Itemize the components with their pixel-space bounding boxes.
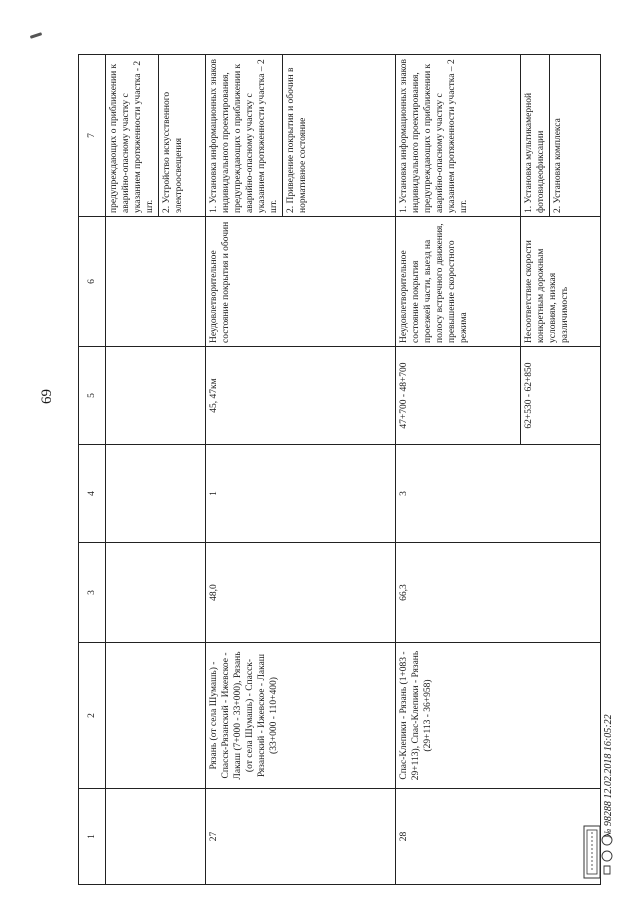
- measures-cell: [396, 55, 601, 217]
- measure-text: 2. Установка комплекса: [549, 55, 566, 216]
- row-number: 27: [206, 789, 396, 885]
- scan-mark: [30, 32, 42, 39]
- site-location: 45, 47км: [206, 347, 396, 445]
- table-row: [396, 55, 601, 885]
- col-header-6: 6: [79, 217, 106, 347]
- table-row: [206, 55, 396, 885]
- col-header-5: 5: [79, 347, 106, 445]
- document-registration-note: № 98288 12.02.2018 16:05:22: [603, 714, 614, 838]
- measures-cell: [206, 55, 396, 217]
- measure-text: 1. Установка информационных знаков индивидуального проектирования, предупреждающих о приближении к аварийно-опасному участку с указанием протяженности участка – 2 шт.: [209, 58, 279, 213]
- header-row: [79, 55, 106, 885]
- location-1: 47+700 - 48+700: [399, 362, 409, 429]
- measure-text: 2. Приведение покрытия и обочин в нормативное состояние: [282, 55, 309, 216]
- cell-empty: [106, 543, 206, 643]
- site-count: 1: [206, 445, 396, 543]
- col-header-2: 2: [79, 643, 106, 789]
- site-condition: [396, 217, 601, 347]
- road-length: 48,0: [206, 543, 396, 643]
- measure-text: 1. Установка информационных знаков индивидуального проектирования, предупреждающих о приближении к аварийно-опасному участку с указанием протяженности участка – 2 шт.: [399, 58, 469, 213]
- col-header-1: 1: [79, 789, 106, 885]
- cell-empty: [106, 643, 206, 789]
- page-number: 69: [39, 389, 55, 404]
- cell-empty: [106, 445, 206, 543]
- measure-text: предупреждающих о приближении к аварийно-опасному участку с указанием протяженности участка - 2 шт.: [109, 60, 155, 213]
- col-header-7: 7: [79, 55, 106, 217]
- road-name: Рязань (от села Шумашь) - Спасск-Рязанский - Ижевское - Лакаш (7+000 - 33+000), Рязань (от села Шумашь) - Спасск-Рязанский - Ижевское - Лакаш (33+000 - 110+400): [206, 643, 396, 789]
- col-header-3: 3: [79, 543, 106, 643]
- cell-empty: [106, 347, 206, 445]
- site-condition: Неудовлетворительное состояние покрытия и обочин: [206, 217, 396, 347]
- col-header-4: 4: [79, 445, 106, 543]
- row-number: 28: [396, 789, 601, 885]
- continuation-row: [106, 55, 206, 885]
- site-count: 3: [396, 445, 601, 543]
- condition-1: Неудовлетворительное состояние покрытия проезжей части, выезд на полосу встречного движения, превышение скоростного режима: [399, 223, 469, 343]
- road-length: 66,3: [396, 543, 601, 643]
- measure-text: 2. Устройство искусственного электроосвещения: [158, 55, 185, 216]
- cell-empty: [106, 217, 206, 347]
- condition-2: Несоответствие скорости конкретным дорожным условиям, низкая различимость: [520, 217, 573, 346]
- rotated-table-wrapper: [78, 55, 604, 885]
- cell-empty: [106, 789, 206, 885]
- road-name: Спас-Клепики - Рязань (1+083 - 29+113), Спас-Клепики - Рязань (29+113 - 36+958): [396, 643, 601, 789]
- location-2: 62+530 - 62+850: [520, 347, 537, 444]
- measures-cell: [106, 55, 206, 217]
- measure-text: 1. Установка мультикамерной фотовидеофиксации: [520, 55, 549, 216]
- site-location: [396, 347, 601, 445]
- accident-sites-table: [78, 54, 601, 885]
